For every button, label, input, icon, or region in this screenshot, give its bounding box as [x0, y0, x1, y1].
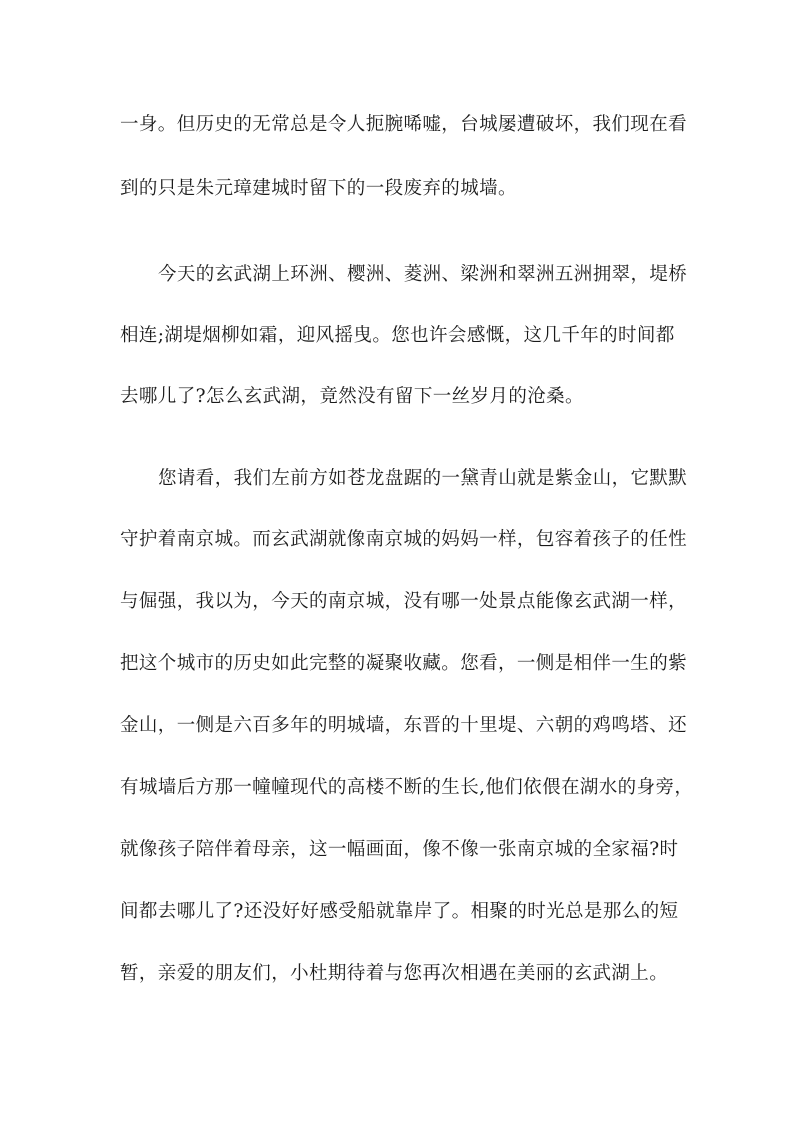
paragraph-line: 就像孩子陪伴着母亲，这一幅画面，像不像一张南京城的全家福?时	[120, 839, 679, 860]
paragraph-line: 金山，一侧是六百多年的明城墙，东晋的十里堤、六朝的鸡鸣塔、还	[120, 715, 688, 736]
paragraph-line: 有城墙后方那一幢幢现代的高楼不断的生长,他们依偎在湖水的身旁，	[120, 777, 694, 798]
paragraph-line: 一身。但历史的无常总是令人扼腕唏嘘，台城屡遭破坏，我们现在看	[120, 114, 688, 135]
paragraph-line: 今天的玄武湖上环洲、樱洲、菱洲、梁洲和翠洲五洲拥翠，堤桥	[158, 264, 688, 285]
paragraph-line: 与倔强，我以为，今天的南京城，没有哪一处景点能像玄武湖一样，	[120, 591, 688, 612]
paragraph-line: 暂，亲爱的朋友们，小杜期待着与您再次相遇在美丽的玄武湖上。	[120, 963, 669, 984]
paragraph-line: 去哪儿了?怎么玄武湖，竟然没有留下一丝岁月的沧桑。	[120, 386, 584, 407]
paragraph-line: 间都去哪儿了?还没好好感受船就靠岸了。相聚的时光总是那么的短	[120, 901, 679, 922]
paragraph-line: 相连;湖堤烟柳如霜，迎风摇曳。您也许会感慨，这几千年的时间都	[120, 325, 675, 346]
paragraph-line: 守护着南京城。而玄武湖就像南京城的妈妈一样，包容着孩子的任性	[120, 529, 688, 550]
paragraph-line: 您请看，我们左前方如苍龙盘踞的一黛青山就是紫金山，它默默	[158, 468, 688, 489]
paragraph-line: 把这个城市的历史如此完整的凝聚收藏。您看，一侧是相伴一生的紫	[120, 653, 688, 674]
paragraph-line: 到的只是朱元璋建城时留下的一段废弃的城墙。	[120, 178, 517, 199]
